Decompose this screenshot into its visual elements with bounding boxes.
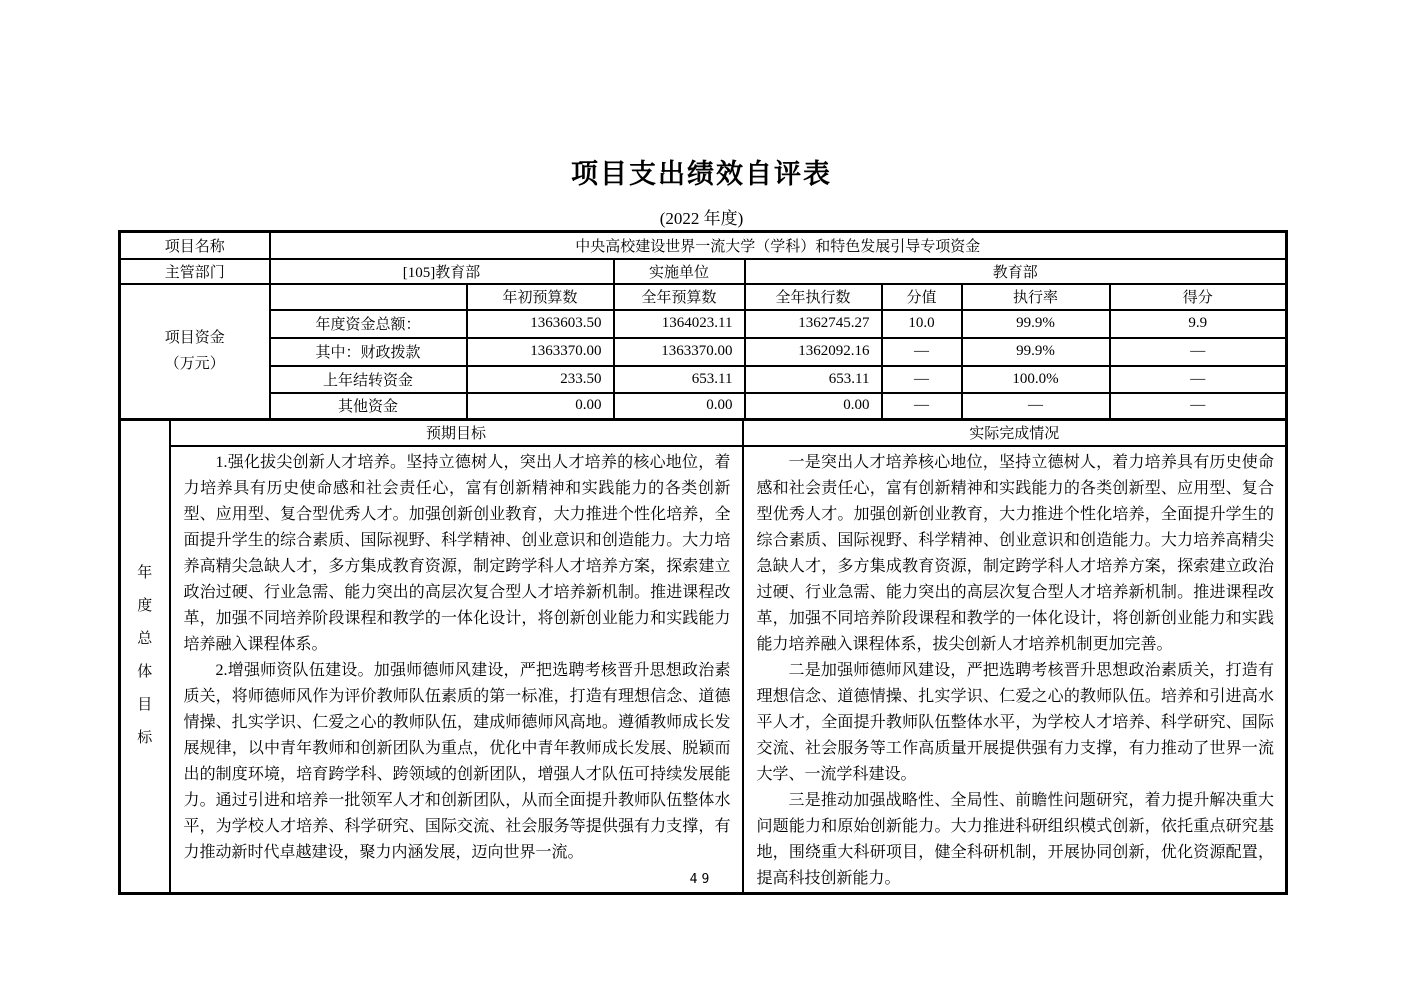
fund-executed-value: 653.11 (745, 366, 882, 393)
fund-initial-value: 0.00 (467, 393, 614, 420)
tables-container (118, 230, 1285, 895)
fund-initial-value: 1363603.50 (467, 310, 614, 338)
supervisor-value: [105]教育部 (270, 259, 614, 284)
fund-row-total (120, 310, 1287, 338)
funds-section-label-line2: （万元） (164, 356, 225, 373)
page-number: 49 (689, 872, 714, 887)
fund-points-value: — (882, 393, 962, 420)
project-name-label: 项目名称 (120, 232, 270, 259)
fund-annual-value: 0.00 (614, 393, 745, 420)
vertical-label-char: 体 (137, 664, 153, 681)
funds-header-score: 得分 (1110, 284, 1287, 310)
fund-row-label: 上年结转资金 (270, 366, 467, 393)
fund-row-label: 其中：财政拨款 (270, 338, 467, 366)
fund-points-value: — (882, 366, 962, 393)
fund-annual-value: 1364023.11 (614, 310, 745, 338)
fund-rate-value: 100.0% (962, 366, 1110, 393)
vertical-label-char: 标 (137, 730, 153, 747)
funds-header-annual: 全年预算数 (614, 284, 745, 310)
fund-executed-value: 1362745.27 (745, 310, 882, 338)
actual-completion-paragraph: 三是推动加强战略性、全局性、前瞻性问题研究，着力提升解决重大问题能力和原始创新能力。大力推进科研组织模式创新，依托重点研究基地，围绕重大科研项目，健全科研机制，开展协同创新，优化资源配置，提高科技创新能力。 (756, 791, 1274, 887)
fund-points-value: — (882, 338, 962, 366)
fund-score-value: — (1110, 366, 1287, 393)
fund-row-carryover (120, 366, 1287, 393)
project-name-row (120, 232, 1287, 259)
fund-initial-value: 233.50 (467, 366, 614, 393)
fund-score-value: — (1110, 393, 1287, 420)
annual-goals-table (118, 418, 1288, 895)
goals-header-row (120, 420, 1287, 446)
funds-header-executed: 全年执行数 (745, 284, 882, 310)
project-info-funds-table (118, 230, 1288, 421)
actual-completion-content (743, 446, 1287, 894)
supervisor-label: 主管部门 (120, 259, 270, 284)
vertical-label-char: 总 (137, 631, 153, 648)
annual-goals-row-label (120, 420, 170, 894)
funds-header-row (120, 284, 1287, 310)
fund-rate-value: 99.9% (962, 338, 1110, 366)
fund-row-label: 年度资金总额： (270, 310, 467, 338)
project-name-value: 中央高校建设世界一流大学（学科）和特色发展引导专项资金 (270, 232, 1287, 259)
expected-goal-header: 预期目标 (170, 420, 743, 446)
funds-section-label-line1: 项目资金 (164, 330, 225, 347)
annual-goals-vertical-label (121, 557, 169, 755)
fund-row-fiscal (120, 338, 1287, 366)
funds-header-initial: 年初预算数 (467, 284, 614, 310)
page-title: 项目支出绩效自评表 (571, 159, 832, 189)
vertical-label-char: 度 (137, 598, 153, 615)
funds-header-rate: 执行率 (962, 284, 1110, 310)
fund-row-other (120, 393, 1287, 420)
fund-row-label: 其他资金 (270, 393, 467, 420)
funds-header-empty (270, 284, 467, 310)
fund-initial-value: 1363370.00 (467, 338, 614, 366)
fund-rate-value: — (962, 393, 1110, 420)
fund-annual-value: 1363370.00 (614, 338, 745, 366)
fund-annual-value: 653.11 (614, 366, 745, 393)
fund-executed-value: 1362092.16 (745, 338, 882, 366)
vertical-label-char: 年 (137, 565, 153, 582)
actual-completion-paragraph: 一是突出人才培养核心地位，坚持立德树人，着力培养具有历史使命感和社会责任心，富有创新精神和实践能力的各类创新型、应用型、复合型优秀人才。加强创新创业教育，大力推进个性化培养，全面提升学生的综合素质、国际视野、科学精神、创业意识和创造能力。大力培养高精尖急缺人才，多方集成教育资源，制定跨学科人才培养方案，探索建立政治过硬、行业急需、能力突出的高层次复合型人才培养新机制。推进课程改革，加强不同培养阶段课程和教学的一体化设计，将创新创业能力和实践能力培养融入课程体系，拔尖创新人才培养机制更加完善。 (756, 453, 1274, 653)
vertical-label-char: 目 (137, 697, 153, 714)
expected-goal-content (170, 446, 743, 894)
department-row (120, 259, 1287, 284)
funds-header-points: 分值 (882, 284, 962, 310)
fund-rate-value: 99.9% (962, 310, 1110, 338)
implementer-label: 实施单位 (614, 259, 745, 284)
fund-score-value: — (1110, 338, 1287, 366)
page-subtitle: (2022 年度) (659, 209, 744, 228)
expected-goal-paragraph: 1.强化拔尖创新人才培养。坚持立德树人，突出人才培养的核心地位，着力培养具有历史使命感和社会责任心，富有创新精神和实践能力的各类创新型、应用型、复合型优秀人才。加强创新创业教育，大力推进个性化培养，全面提升学生的综合素质、国际视野、科学精神、创业意识和创造能力。大力培养高精尖急缺人才，多方集成教育资源，制定跨学科人才培养方案，探索建立政治过硬、行业急需、能力突出的高层次复合型人才培养新机制。推进课程改革，加强不同培养阶段课程和教学的一体化设计，将创新创业能力和实践能力培养融入课程体系。 (183, 453, 731, 653)
funds-section-label (120, 284, 270, 420)
implementer-value: 教育部 (745, 259, 1287, 284)
actual-completion-paragraph: 二是加强师德师风建设，严把选聘考核晋升思想政治素质关，打造有理想信念、道德情操、扎实学识、仁爱之心的教师队伍。培养和引进高水平人才，全面提升教师队伍整体水平，为学校人才培养、科学研究、国际交流、社会服务等工作高质量开展提供强有力支撑，有力推动了世界一流大学、一流学科建设。 (756, 661, 1274, 783)
actual-completion-header: 实际完成情况 (743, 420, 1287, 446)
fund-score-value: 9.9 (1110, 310, 1287, 338)
expected-goal-paragraph: 2.增强师资队伍建设。加强师德师风建设，严把选聘考核晋升思想政治素质关，将师德师风作为评价教师队伍素质的第一标准，打造有理想信念、道德情操、扎实学识、仁爱之心的教师队伍，建成师德师风高地。遵循教师成长发展规律，以中青年教师和创新团队为重点，优化中青年教师成长发展、脱颖而出的制度环境，培育跨学科、跨领域的创新团队，增强人才队伍可持续发展能力。通过引进和培养一批领军人才和创新团队，从而全面提升教师队伍整体水平，为学校人才培养、科学研究、国际交流、社会服务等提供强有力支撑，有力推动新时代卓越建设，聚力内涵发展，迈向世界一流。 (183, 661, 731, 861)
fund-points-value: 10.0 (882, 310, 962, 338)
fund-executed-value: 0.00 (745, 393, 882, 420)
goals-content-row (120, 446, 1287, 894)
